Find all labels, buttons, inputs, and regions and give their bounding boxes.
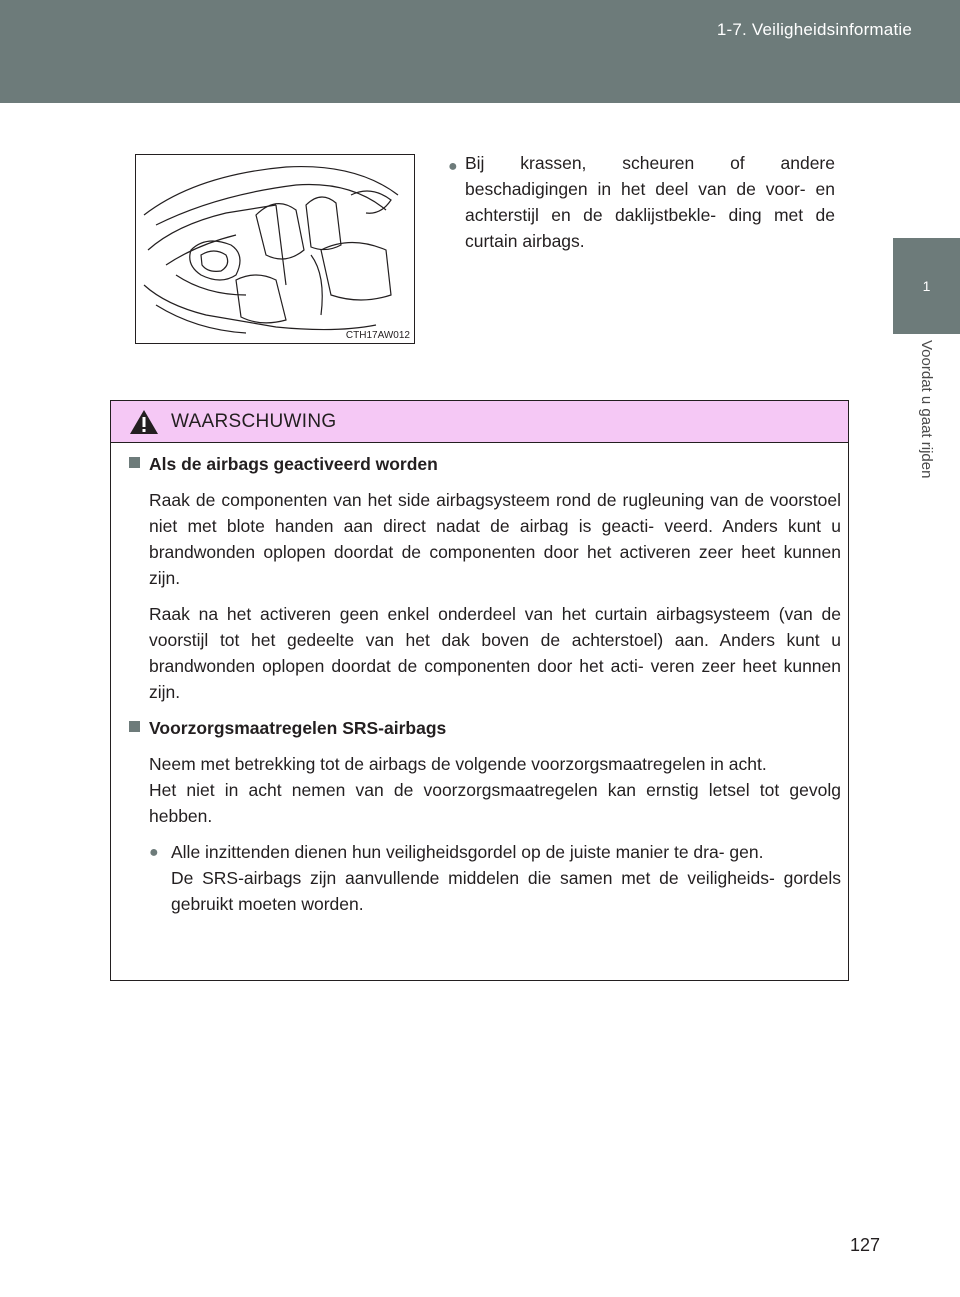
car-interior-drawing [136,155,413,342]
page-header [0,0,960,103]
bullet-icon: ● [149,844,159,861]
warning-body [129,451,841,917]
section-heading-text: Voorzorgsmaatregelen SRS-airbags [149,718,447,738]
warning-triangle-icon [129,409,159,435]
section-title: 1-7. Veiligheidsinformatie [716,20,912,39]
warning-title: WAARSCHUWING [171,411,337,432]
square-bullet-icon [129,721,140,732]
paragraph: Het niet in acht nemen van de voorzorgsmaatregelen kan ernstig letsel tot gevolg hebben. [149,780,841,826]
intro-bullet [448,150,835,254]
intro-bullet-text: Bij krassen, scheuren of andere beschadigingen in het deel van de voor- en achterstijl en de daklijstbekle- ding met de curtain airbags. [465,153,835,251]
section-heading [129,715,841,741]
list-item [129,839,841,917]
square-bullet-icon [129,457,140,468]
bullet-icon: ● [448,158,458,175]
section-heading-text: Als de airbags geactiveerd worden [149,454,438,474]
list-item-text: De SRS-airbags zijn aanvullende middelen die samen met de veiligheids- gordels gebruikt moeten worden. [171,868,841,914]
paragraph: Raak de componenten van het side airbagsysteem rond de rugleuning van de voorstoel niet met blote handen aan direct nadat de airbag is geacti- veerd. Anders kunt u brandwonden oplopen doordat de componenten door het activeren zeer heet kunnen zijn. [149,490,841,588]
chapter-tab-label: Voordat u gaat rijden [918,340,935,479]
warning-box [110,400,849,981]
paragraph: Neem met betrekking tot de airbags de volgende voorzorgsmaatregelen in acht. [149,754,767,774]
paragraph: Raak na het activeren geen enkel onderdeel van het curtain airbagsysteem (van de voorstijl tot het gedeelte van het dak boven de achterstoel) aan. Anders kunt u brandwonden oplopen doordat de componenten door het acti- veren zeer heet kunnen zijn. [149,604,841,702]
page-number: 127 [850,1235,881,1255]
chapter-tab-number: 1 [893,238,960,334]
car-interior-illustration [135,154,415,344]
figure-caption: CTH17AW012 [345,330,410,341]
section-heading [129,451,841,477]
warning-header [111,401,848,443]
list-item-text: Alle inzittenden dienen hun veiligheidsgordel op de juiste manier te dra- gen. [171,842,764,862]
